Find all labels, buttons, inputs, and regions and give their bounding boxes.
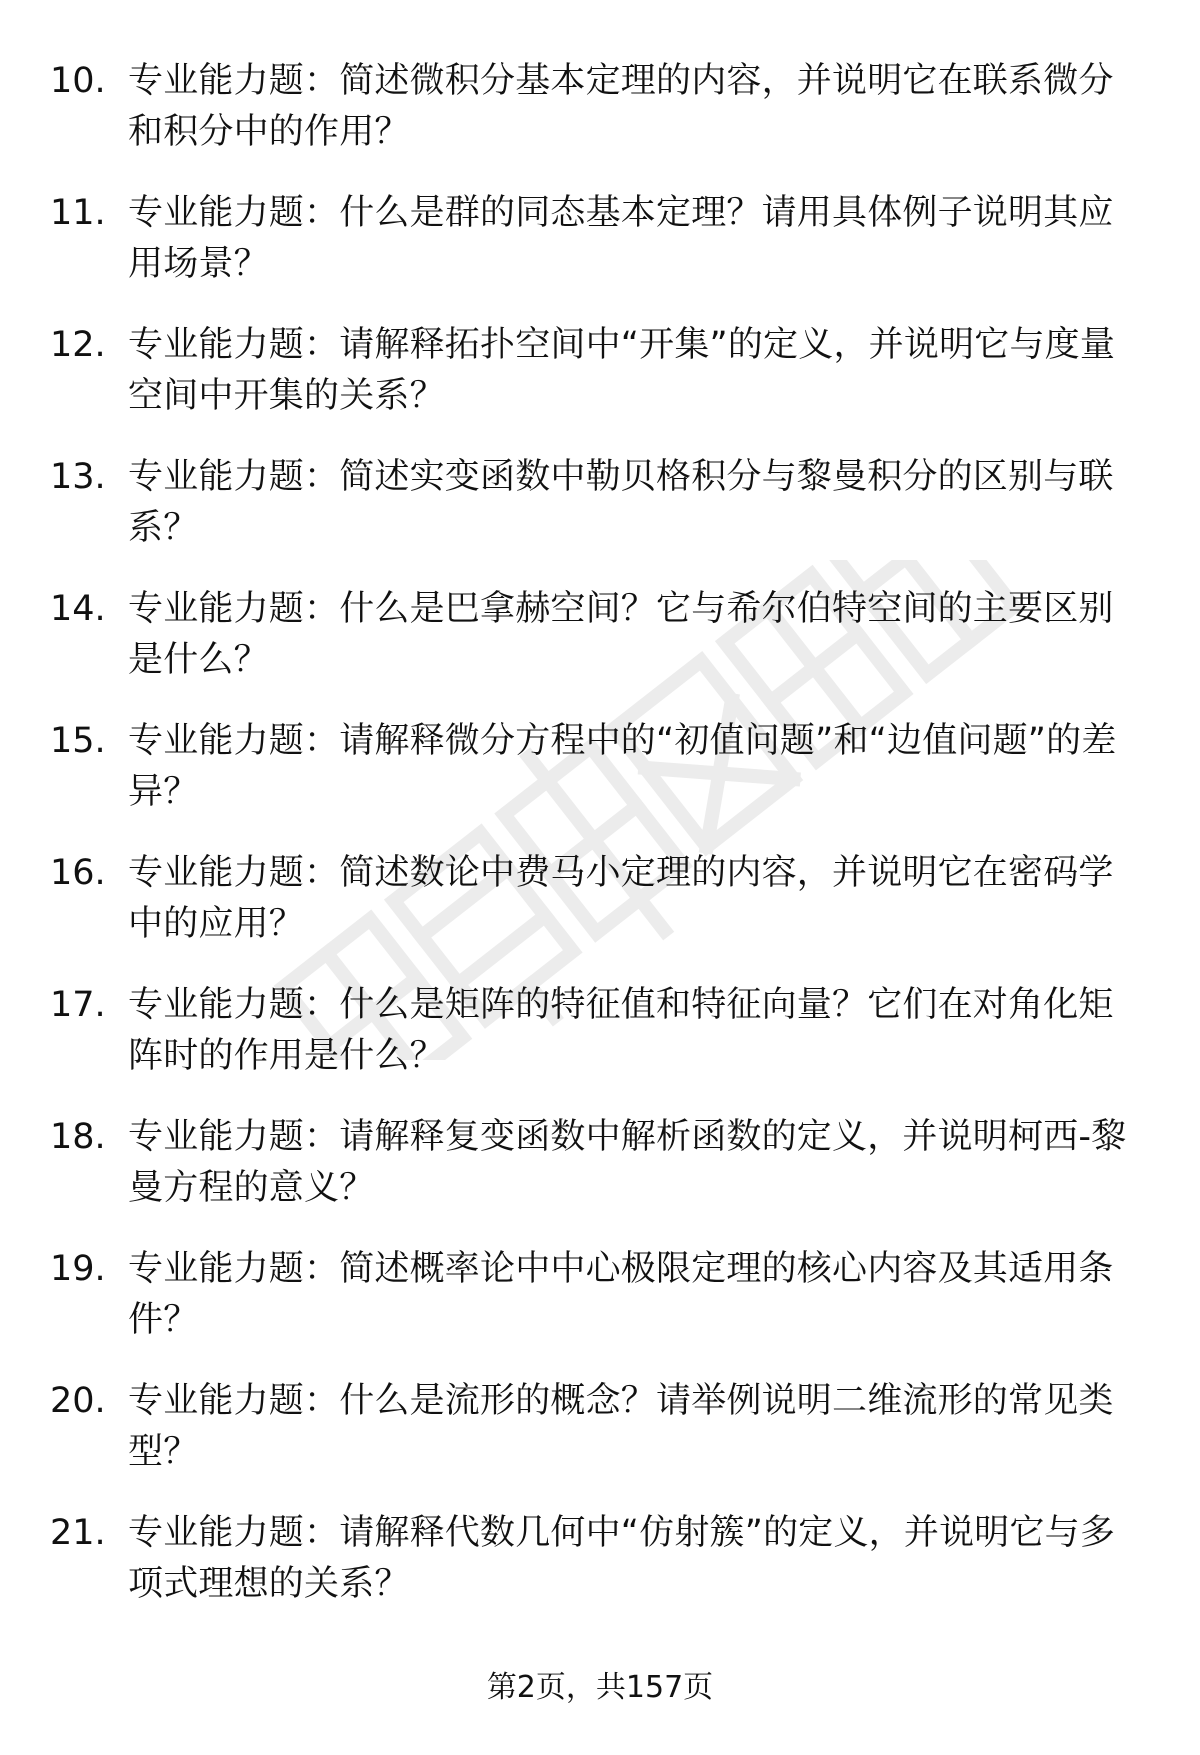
question-item-19 <box>50 1244 1160 1376</box>
question-number: 12. <box>50 325 106 365</box>
question-item-13 <box>50 452 1160 584</box>
question-number: 20. <box>50 1381 106 1421</box>
question-list <box>50 56 1160 1640</box>
question-text: 专业能力题：什么是流形的概念？请举例说明二维流形的常见类型？ <box>128 1381 1114 1472</box>
question-number: 18. <box>50 1117 106 1157</box>
question-item-16 <box>50 848 1160 980</box>
question-text: 专业能力题：简述数论中费马小定理的内容，并说明它在密码学中的应用？ <box>128 853 1114 944</box>
question-item-15 <box>50 716 1160 848</box>
question-text: 专业能力题：什么是矩阵的特征值和特征向量？它们在对角化矩阵时的作用是什么？ <box>128 985 1114 1076</box>
question-number: 17. <box>50 985 106 1025</box>
question-text: 专业能力题：请解释复变函数中解析函数的定义，并说明柯西-黎曼方程的意义？ <box>128 1117 1127 1208</box>
question-text: 专业能力题：请解释代数几何中“仿射簇”的定义，并说明它与多项式理想的关系？ <box>128 1513 1116 1604</box>
question-text: 专业能力题：简述实变函数中勒贝格积分与黎曼积分的区别与联系？ <box>128 457 1114 548</box>
question-item-11 <box>50 188 1160 320</box>
question-item-14 <box>50 584 1160 716</box>
page-number-footer: 第2页，共157页 <box>486 1670 714 1705</box>
question-number: 19. <box>50 1249 106 1289</box>
question-item-12 <box>50 320 1160 452</box>
question-text: 专业能力题：什么是群的同态基本定理？请用具体例子说明其应用场景？ <box>128 193 1114 284</box>
question-item-21 <box>50 1508 1160 1640</box>
question-text: 专业能力题：简述微积分基本定理的内容，并说明它在联系微分和积分中的作用？ <box>128 61 1114 152</box>
question-item-20 <box>50 1376 1160 1508</box>
question-number: 21. <box>50 1513 106 1553</box>
question-text: 专业能力题：简述概率论中中心极限定理的核心内容及其适用条件？ <box>128 1249 1114 1340</box>
question-number: 16. <box>50 853 106 893</box>
question-number: 15. <box>50 721 106 761</box>
question-item-18 <box>50 1112 1160 1244</box>
question-item-17 <box>50 980 1160 1112</box>
question-number: 11. <box>50 193 106 233</box>
question-item-10 <box>50 56 1160 188</box>
question-number: 10. <box>50 61 106 101</box>
question-text: 专业能力题：请解释拓扑空间中“开集”的定义，并说明它与度量空间中开集的关系？ <box>128 325 1116 416</box>
question-text: 专业能力题：什么是巴拿赫空间？它与希尔伯特空间的主要区别是什么？ <box>128 589 1114 680</box>
question-number: 14. <box>50 589 106 629</box>
question-number: 13. <box>50 457 106 497</box>
question-text: 专业能力题：请解释微分方程中的“初值问题”和“边值问题”的差异？ <box>128 721 1117 812</box>
